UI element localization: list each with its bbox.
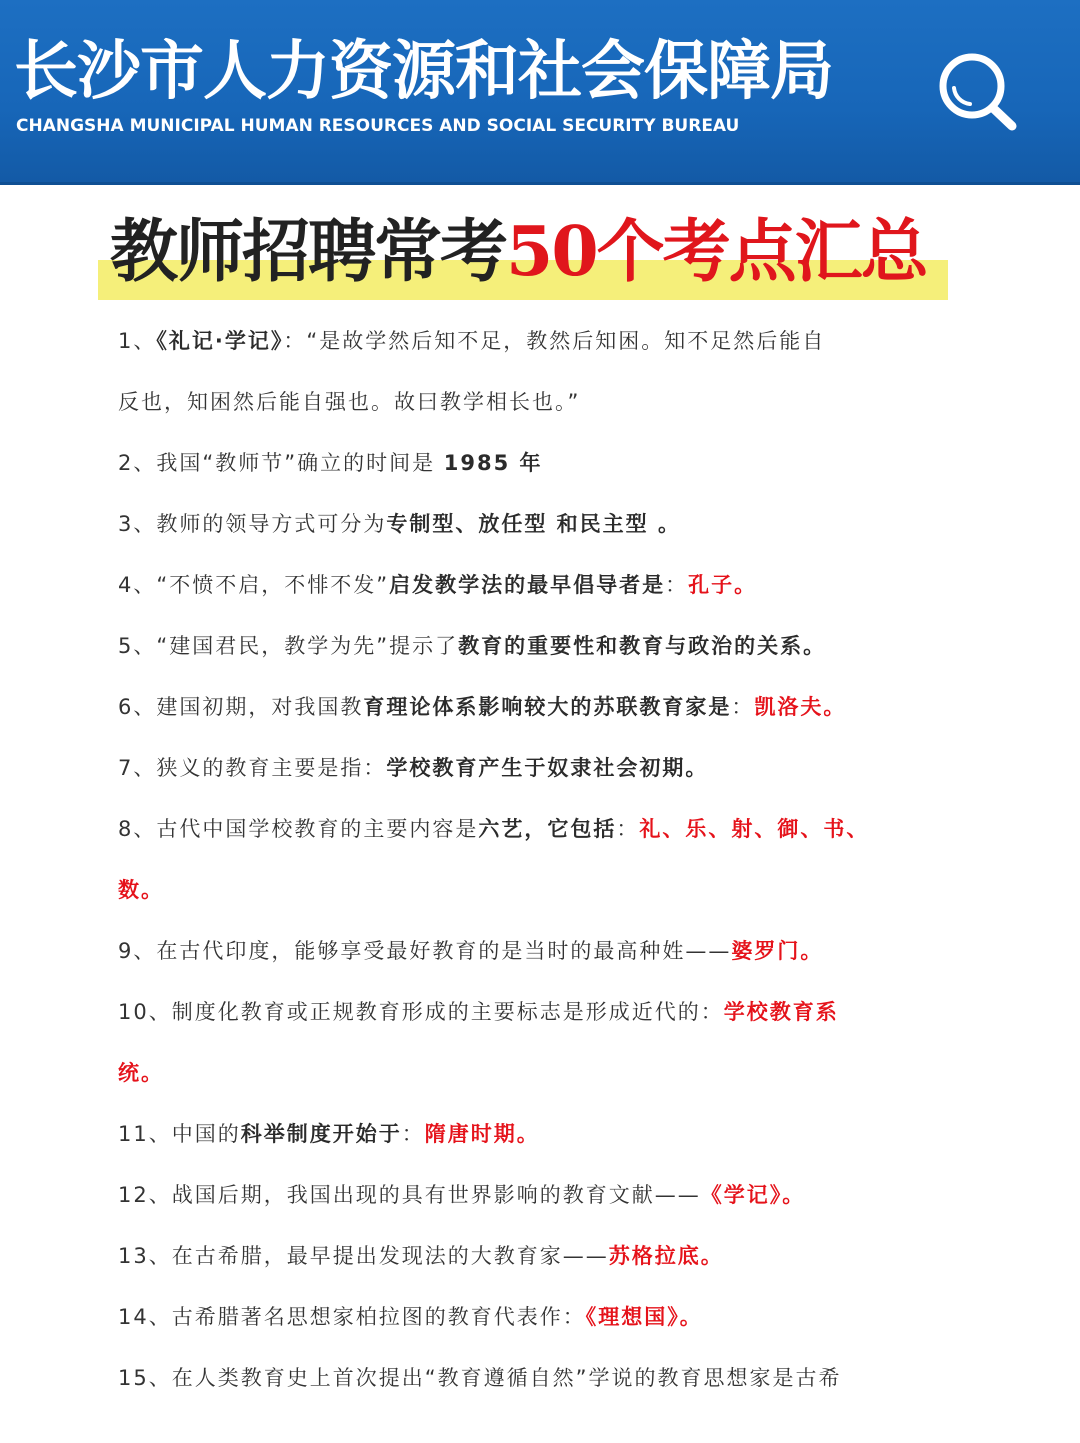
bold-text: 育理论体系影响较大的苏联教育家是 bbox=[363, 695, 732, 719]
item-text: 4、“不愤不启，不悱不发” bbox=[118, 573, 390, 597]
item-text: ： bbox=[401, 1122, 425, 1146]
list-item bbox=[118, 1182, 805, 1208]
list-item bbox=[118, 633, 826, 659]
answer-text: 学校教育系 bbox=[723, 1000, 839, 1024]
item-text: 3、教师的领导方式可分为 bbox=[118, 512, 387, 536]
bold-text: 学校教育产生于奴隶社会初期。 bbox=[386, 756, 709, 780]
bold-text: 专制型、放任型 和民主型 。 bbox=[386, 512, 681, 536]
page-title-dark: 教师招聘常考 bbox=[110, 212, 507, 292]
list-item bbox=[118, 511, 681, 537]
search-icon[interactable] bbox=[932, 48, 1022, 132]
list-item bbox=[118, 877, 164, 903]
answer-text: 数。 bbox=[118, 878, 164, 902]
list-item bbox=[118, 1060, 164, 1086]
item-text: 7、狭义的教育主要是指： bbox=[118, 756, 387, 780]
page-title-red: 50个考点汇总 bbox=[506, 212, 927, 292]
bold-text: 《礼记·学记》 bbox=[156, 329, 284, 353]
answer-text: 《理想国》。 bbox=[585, 1305, 703, 1329]
list-item bbox=[118, 938, 823, 964]
list-item bbox=[118, 816, 869, 842]
item-text: 6、建国初期，对我国教 bbox=[118, 695, 364, 719]
list-item bbox=[118, 572, 757, 598]
item-text: ： bbox=[665, 573, 689, 597]
bold-text: 六艺，它包括 bbox=[478, 817, 617, 841]
answer-text: 苏格拉底。 bbox=[608, 1244, 724, 1268]
item-text: 13、在古希腊，最早提出发现法的大教育家—— bbox=[118, 1244, 609, 1268]
bold-text: 1985 年 bbox=[443, 451, 543, 475]
item-text: 2、我国“教师节”确立的时间是 bbox=[118, 451, 444, 475]
item-text: 8、古代中国学校教育的主要内容是 bbox=[118, 817, 479, 841]
page-title bbox=[110, 212, 927, 292]
answer-text: 统。 bbox=[118, 1061, 164, 1085]
item-text: 15、在人类教育史上首次提出“教育遵循自然”学说的教育思想家是古希 bbox=[118, 1366, 842, 1390]
bold-text: 教育的重要性和教育与政治的关系。 bbox=[458, 634, 827, 658]
item-text: 11、中国的 bbox=[118, 1122, 241, 1146]
item-text: 5、“建国君民，教学为先”提示了 bbox=[118, 634, 459, 658]
answer-text: 婆罗门。 bbox=[731, 939, 824, 963]
list-item bbox=[118, 1304, 703, 1330]
list-item bbox=[118, 999, 839, 1025]
bold-text: 科举制度开始于 bbox=[240, 1122, 402, 1146]
list-item bbox=[118, 694, 846, 720]
list-item bbox=[118, 450, 543, 476]
item-text: ： bbox=[616, 817, 640, 841]
answer-text: 隋唐时期。 bbox=[424, 1122, 540, 1146]
site-subtitle: CHANGSHA MUNICIPAL HUMAN RESOURCES AND SOCIAL SECURITY BUREAU bbox=[16, 116, 740, 136]
list-item bbox=[118, 328, 825, 354]
item-text: 14、古希腊著名思想家柏拉图的教育代表作： bbox=[118, 1305, 586, 1329]
item-text: ： bbox=[731, 695, 755, 719]
list-item bbox=[118, 389, 580, 415]
site-title: 长沙市人力资源和社会保障局 bbox=[14, 35, 833, 109]
list-item bbox=[118, 1365, 841, 1391]
bold-text: 启发教学法的最早倡导者是 bbox=[389, 573, 666, 597]
list-item bbox=[118, 755, 708, 781]
answer-text: 《学记》。 bbox=[700, 1183, 806, 1207]
item-text: 12、战国后期，我国出现的具有世界影响的教育文献—— bbox=[118, 1183, 701, 1207]
answer-text: 凯洛夫。 bbox=[754, 695, 847, 719]
answer-text: 孔子。 bbox=[688, 573, 758, 597]
answer-text: 礼、乐、射、御、书、 bbox=[639, 817, 870, 841]
list-item bbox=[118, 1121, 540, 1147]
item-text: 反也，知困然后能自强也。故曰教学相长也。” bbox=[118, 390, 581, 414]
item-text: 10、制度化教育或正规教育形成的主要标志是形成近代的： bbox=[118, 1000, 724, 1024]
list-item bbox=[118, 1243, 724, 1269]
item-text: ：“是故学然后知不足，教然后知困。知不足然后能自 bbox=[283, 329, 826, 353]
header-banner bbox=[0, 0, 1080, 185]
item-text: 1、 bbox=[118, 329, 157, 353]
item-text: 9、在古代印度，能够享受最好教育的是当时的最高种姓—— bbox=[118, 939, 732, 963]
